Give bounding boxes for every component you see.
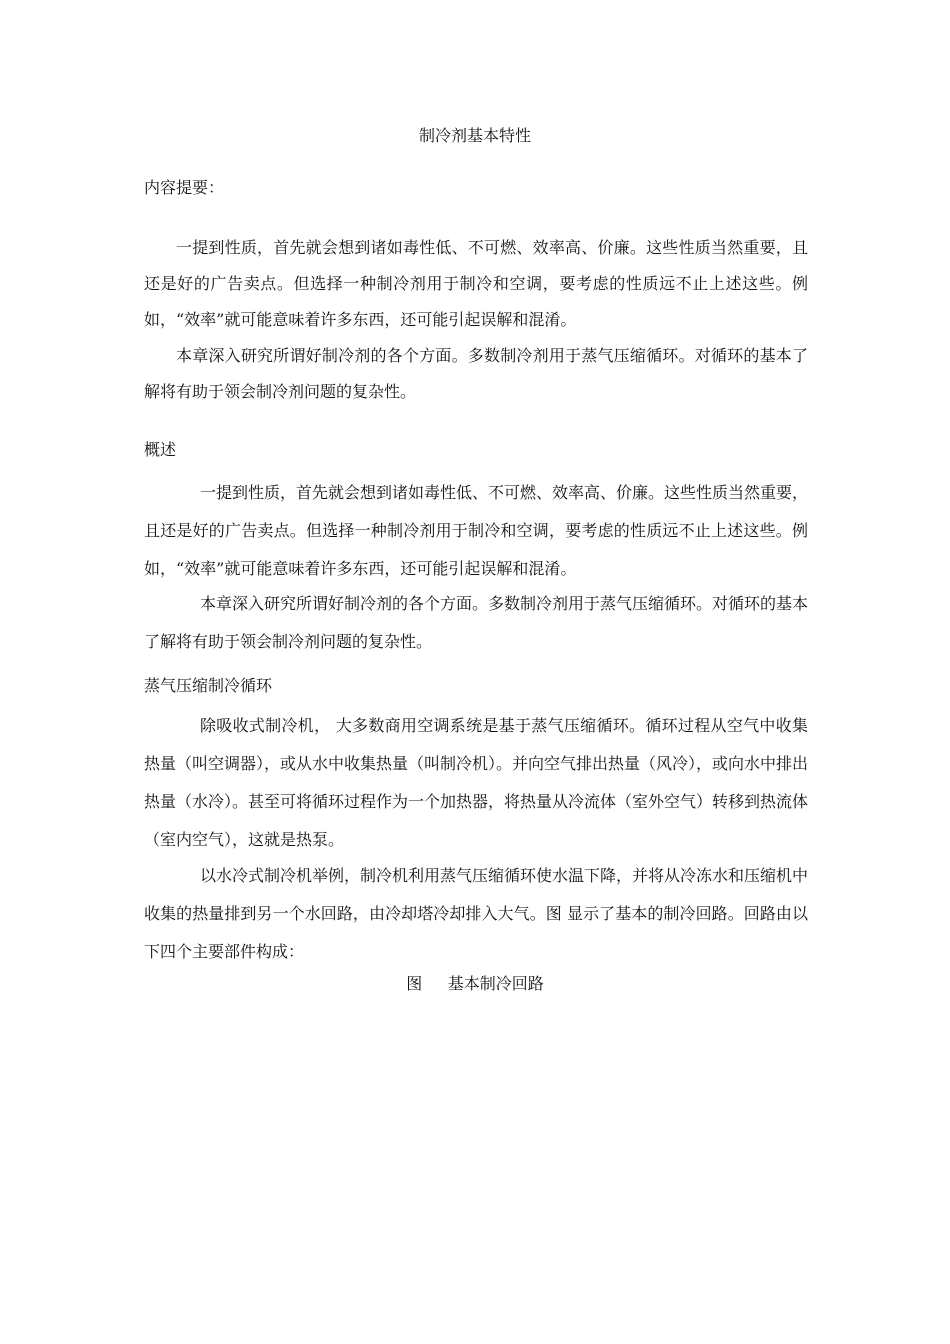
figure-caption: 图 基本制冷回路 <box>406 974 544 993</box>
summary-paragraph-1: 一提到性质，首先就会想到诸如毒性低、不可燃、效率高、价廉。这些性质当然重要，且还是好的广告卖点。但选择一种制冷剂用于制冷和空调，要考虑的性质远不止上述这些。例如，“效率”就可能意味着许多东西，还可能引起误解和混淆。 <box>144 238 808 329</box>
overview-heading: 概述 <box>144 440 177 459</box>
cycle-paragraph-2: 以水冷式制冷机举例，制冷机利用蒸气压缩循环使水温下降，并将从冷冻水和压缩机中收集的热量排到另一个水回路，由冷却塔冷却排入大气。图 显示了基本的制冷回路。回路由以下四个主要部件构成： <box>144 866 809 961</box>
overview-paragraph-1: 一提到性质，首先就会想到诸如毒性低、不可燃、效率高、价廉。这些性质当然重要，且还是好的广告卖点。但选择一种制冷剂用于制冷和空调，要考虑的性质远不止上述这些。例如，“效率”就可能意味着许多东西，还可能引起误解和混淆。 <box>144 483 809 578</box>
summary-paragraph-2: 本章深入研究所谓好制冷剂的各个方面。多数制冷剂用于蒸气压缩循环。对循环的基本了解将有助于领会制冷剂问题的复杂性。 <box>144 346 808 401</box>
summary-label: 内容提要： <box>144 178 225 197</box>
cycle-heading: 蒸气压缩制冷循环 <box>144 676 273 695</box>
cycle-paragraph-1: 除吸收式制冷机， 大多数商用空调系统是基于蒸气压缩循环。循环过程从空气中收集热量（叫空调器），或从水中收集热量（叫制冷机）。并向空气排出热量（风冷），或向水中排出热量（水冷）。甚至可将循环过程作为一个加热器，将热量从冷流体（室外空气）转移到热流体（室内空气），这就是热泵。 <box>144 716 809 849</box>
document-title: 制冷剂基本特性 <box>418 126 531 145</box>
overview-paragraph-2: 本章深入研究所谓好制冷剂的各个方面。多数制冷剂用于蒸气压缩循环。对循环的基本了解将有助于领会制冷剂问题的复杂性。 <box>144 594 809 651</box>
